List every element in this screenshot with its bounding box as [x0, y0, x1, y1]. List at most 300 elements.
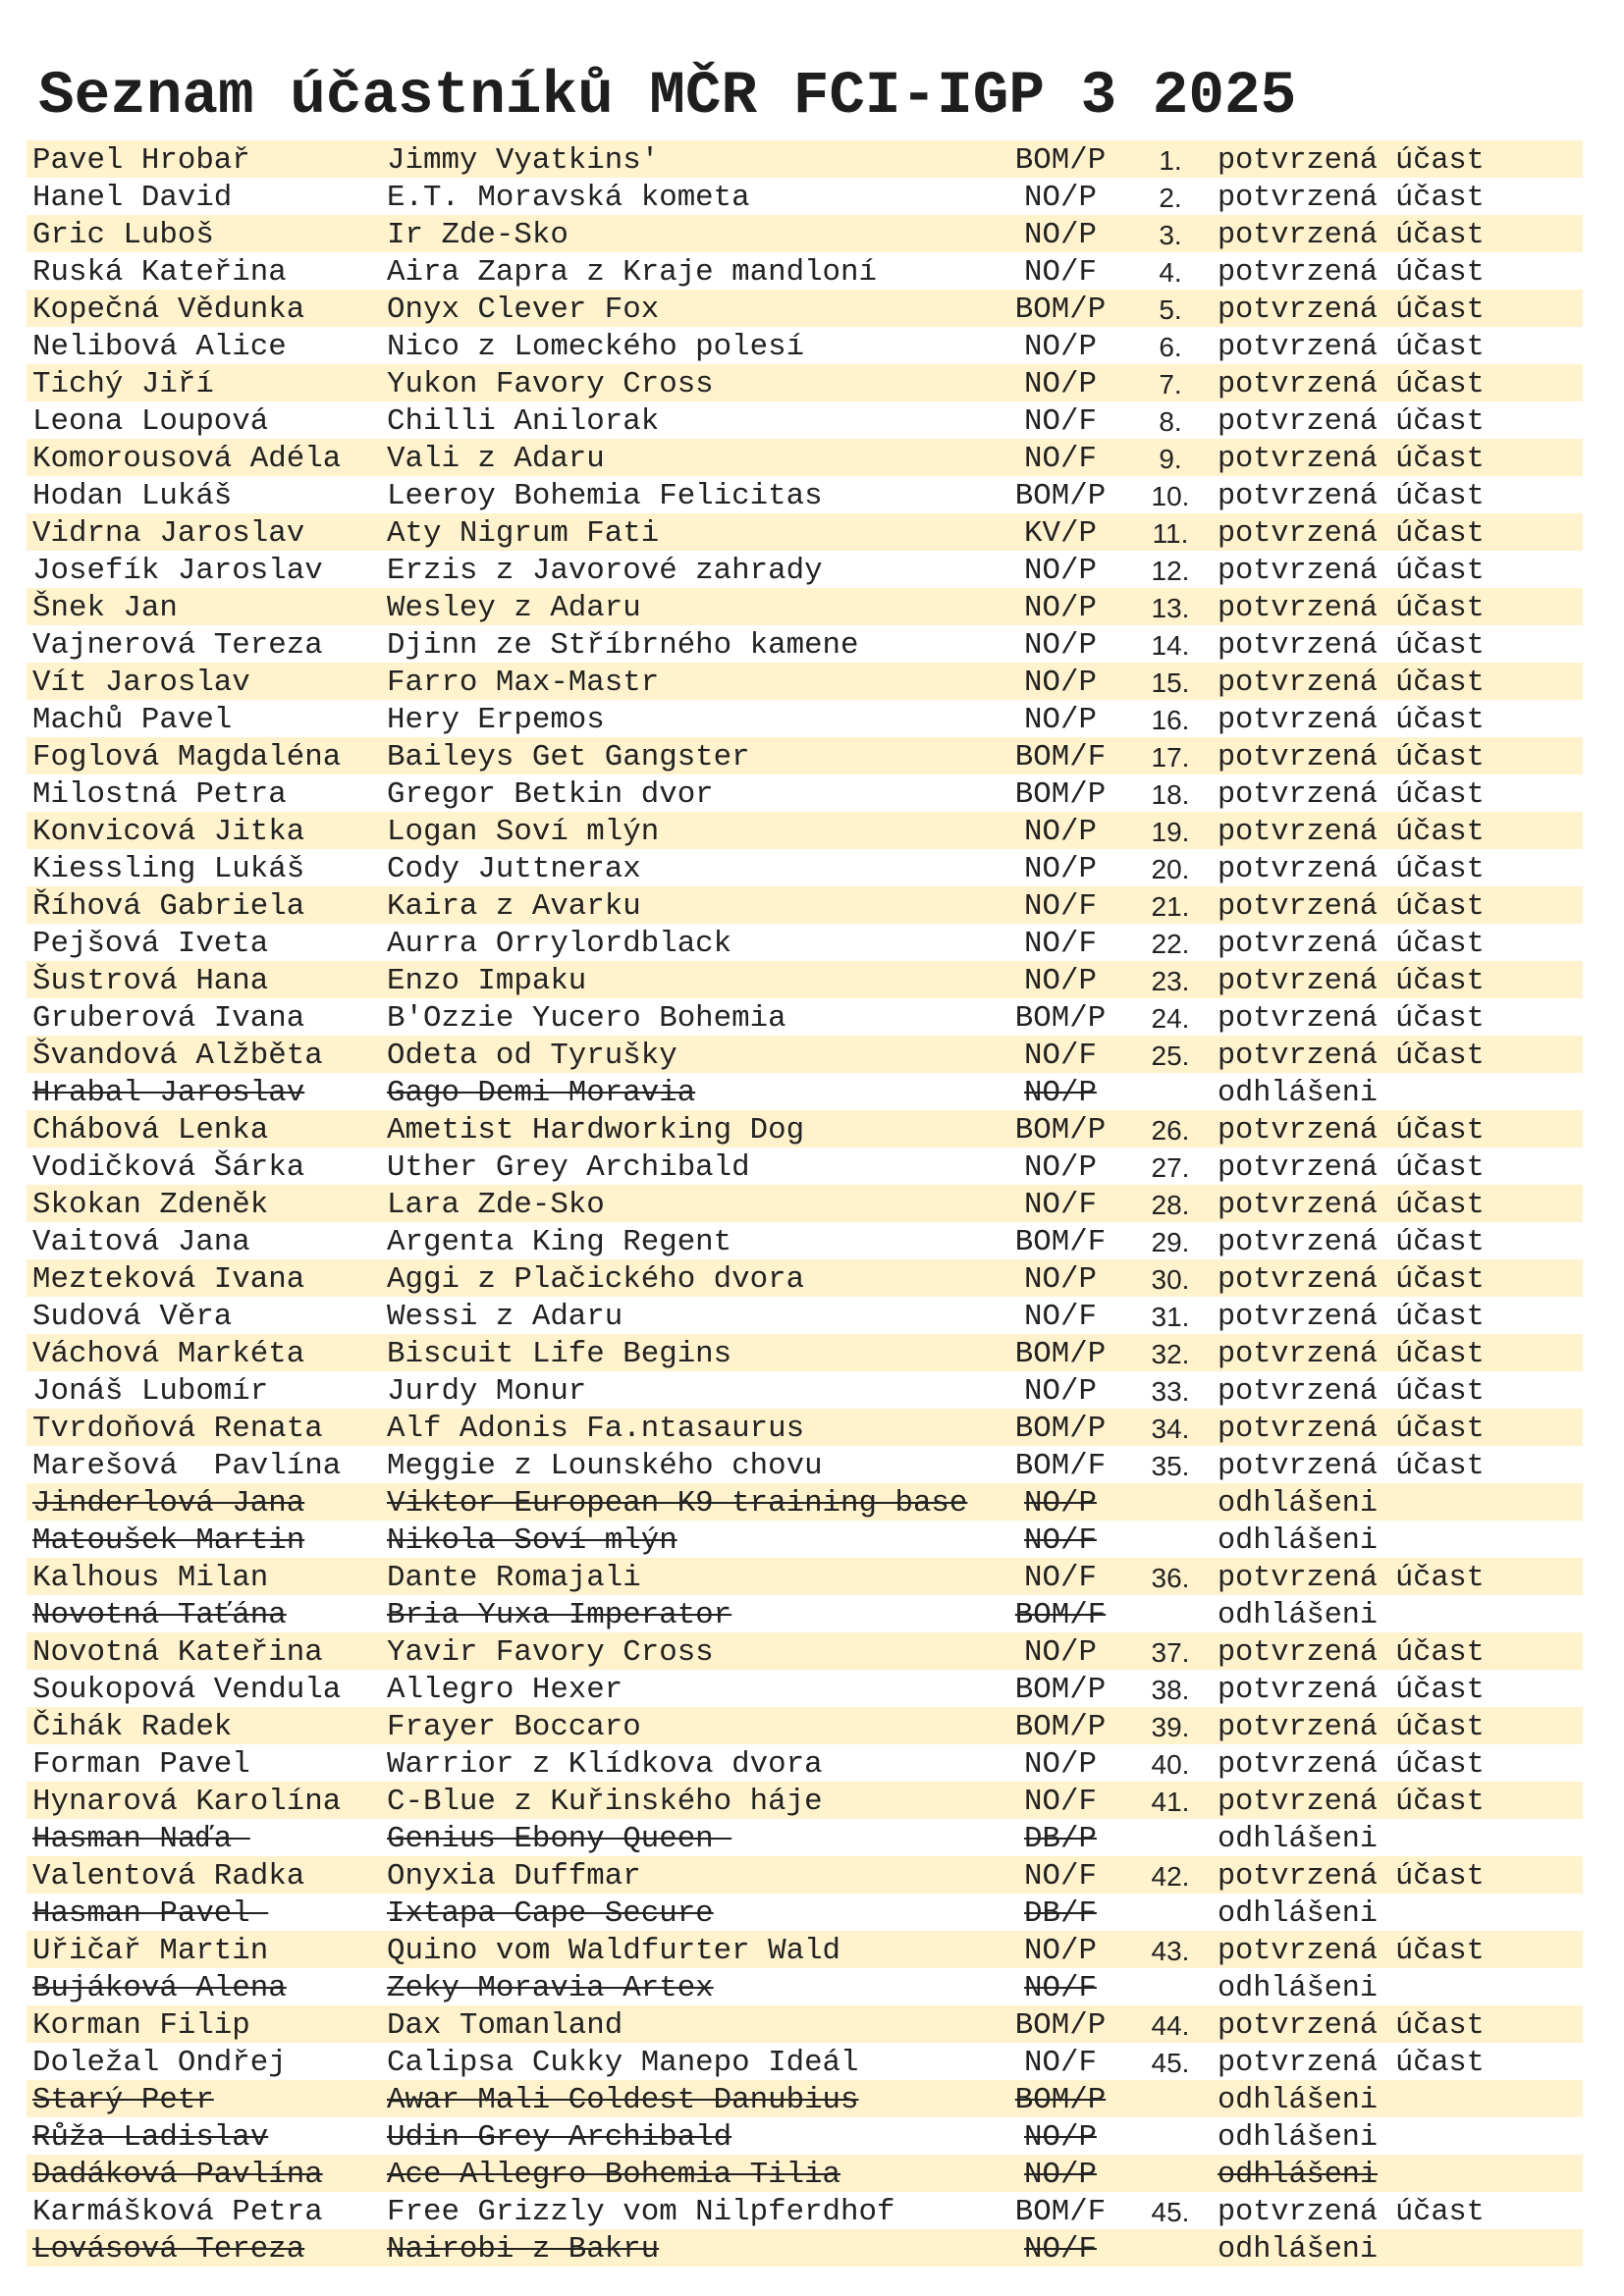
handler-name: Chábová Lenka — [32, 1113, 269, 1148]
class-code: BOM/F — [1014, 2195, 1107, 2229]
table-row — [27, 1856, 1583, 1894]
class-code: DB/P — [1024, 1822, 1097, 1856]
class-code: BOM/P — [1014, 1113, 1107, 1148]
status-text: potvrzená účast — [1218, 1002, 1485, 1036]
status-text: odhlášeni — [1218, 2159, 1379, 2192]
handler-name: Skokan Zdeněk — [32, 1188, 269, 1222]
table-row-withdrawn — [27, 2229, 1583, 2267]
dog-name: Gregor Betkin dvor — [387, 777, 714, 812]
dog-name: Warrior z Klídkova dvora — [387, 1747, 823, 1782]
status-text: potvrzená účast — [1218, 1674, 1485, 1707]
handler-name: Novotná Taťána — [32, 1598, 287, 1632]
start-number: 10. — [1151, 481, 1190, 511]
handler-name: Vaitová Jana — [32, 1225, 250, 1259]
dog-name: Wessi z Adaru — [387, 1300, 623, 1334]
class-code: NO/P — [1024, 1635, 1097, 1670]
start-number: 34. — [1151, 1414, 1190, 1444]
dog-name: Aggi z Plačického dvora — [387, 1262, 805, 1297]
table-row — [27, 700, 1583, 737]
dog-name: Vali z Adaru — [387, 442, 605, 476]
handler-name: Váchová Markéta — [32, 1337, 305, 1371]
start-number: 45. — [1151, 2048, 1190, 2078]
dog-name: Free Grizzly vom Nilpferdhof — [387, 2195, 895, 2229]
handler-name: Hasman Naďa — [32, 1822, 250, 1856]
handler-name: Tvrdoňová Renata — [32, 1412, 323, 1446]
dog-name: Yavir Favory Cross — [387, 1635, 714, 1670]
dog-name: Yukon Favory Cross — [387, 367, 714, 401]
class-code: NO/P — [1024, 1150, 1097, 1185]
status-text: potvrzená účast — [1218, 1860, 1485, 1894]
handler-name: Karmášková Petra — [32, 2195, 323, 2229]
handler-name: Dadáková Pavlína — [32, 2158, 323, 2192]
handler-name: Kalhous Milan — [32, 1561, 269, 1595]
handler-name: Forman Pavel — [32, 1747, 250, 1782]
status-text: potvrzená účast — [1218, 182, 1485, 215]
start-number: 32. — [1151, 1339, 1190, 1369]
start-number: 35. — [1151, 1451, 1190, 1481]
handler-name: Novotná Kateřina — [32, 1635, 323, 1670]
handler-name: Mezteková Ivana — [32, 1262, 305, 1297]
dog-name: Chilli Anilorak — [387, 404, 660, 439]
handler-name: Pavel Hrobař — [32, 143, 250, 178]
status-text: potvrzená účast — [1218, 555, 1485, 588]
table-row — [27, 290, 1583, 327]
start-number: 12. — [1151, 556, 1190, 586]
dog-name: Calipsa Cukky Manepo Ideál — [387, 2046, 859, 2080]
class-code: NO/F — [1024, 1039, 1097, 1073]
dog-name: Ametist Hardworking Dog — [387, 1113, 805, 1148]
table-row — [27, 364, 1583, 401]
dog-name: Argenta King Regent — [387, 1225, 732, 1259]
table-row — [27, 812, 1583, 849]
handler-name: Nelibová Alice — [32, 330, 287, 364]
start-number: 4. — [1159, 257, 1182, 288]
status-text: potvrzená účast — [1218, 2009, 1485, 2043]
class-code: BOM/F — [1014, 1449, 1107, 1483]
status-text: potvrzená účast — [1218, 1711, 1485, 1744]
dog-name: Leeroy Bohemia Felicitas — [387, 479, 823, 513]
handler-name: Vajnerová Tereza — [32, 628, 323, 663]
status-text: potvrzená účast — [1218, 219, 1485, 252]
dog-name: Lara Zde-Sko — [387, 1188, 605, 1222]
class-code: NO/F — [1024, 889, 1097, 924]
class-code: BOM/P — [1014, 1710, 1107, 1744]
class-code: BOM/P — [1014, 1337, 1107, 1371]
start-number: 24. — [1151, 1003, 1190, 1034]
dog-name: Aty Nigrum Fati — [387, 516, 660, 551]
dog-name: Allegro Hexer — [387, 1673, 623, 1707]
table-row — [27, 2005, 1583, 2043]
dog-name: Logan Soví mlýn — [387, 815, 660, 849]
table-row — [27, 663, 1583, 700]
class-code: BOM/P — [1014, 1001, 1107, 1036]
class-code: NO/F — [1024, 1561, 1097, 1595]
table-row — [27, 1148, 1583, 1185]
dog-name: B'Ozzie Yucero Bohemia — [387, 1001, 786, 1036]
start-number: 45. — [1151, 2197, 1190, 2227]
table-row — [27, 2192, 1583, 2229]
participant-table — [27, 140, 1583, 2267]
page-title: Seznam účastníků MČR FCI-IGP 3 2025 — [38, 63, 1297, 131]
handler-name: Josefík Jaroslav — [32, 554, 323, 588]
status-text: potvrzená účast — [1218, 667, 1485, 700]
status-text: potvrzená účast — [1218, 816, 1485, 849]
handler-name: Sudová Věra — [32, 1300, 233, 1334]
start-number: 2. — [1159, 183, 1182, 213]
class-code: NO/F — [1024, 1785, 1097, 1819]
class-code: NO/F — [1024, 404, 1097, 439]
handler-name: Hynarová Karolína — [32, 1785, 342, 1819]
class-code: NO/F — [1024, 1859, 1097, 1894]
start-number: 29. — [1151, 1227, 1190, 1257]
table-row — [27, 1185, 1583, 1222]
class-code: NO/F — [1024, 927, 1097, 961]
class-code: NO/F — [1024, 2232, 1097, 2267]
table-row — [27, 1446, 1583, 1483]
start-number: 7. — [1159, 369, 1182, 400]
handler-name: Vít Jaroslav — [32, 666, 250, 700]
status-text: potvrzená účast — [1218, 1413, 1485, 1446]
table-row — [27, 1782, 1583, 1819]
status-text: potvrzená účast — [1218, 517, 1485, 551]
status-text: odhlášeni — [1218, 2233, 1379, 2267]
start-number: 41. — [1151, 1787, 1190, 1817]
table-row — [27, 2043, 1583, 2080]
table-row-withdrawn — [27, 2117, 1583, 2155]
table-row — [27, 327, 1583, 364]
class-code: NO/P — [1024, 2158, 1097, 2192]
start-number: 31. — [1151, 1302, 1190, 1332]
class-code: BOM/F — [1014, 740, 1107, 774]
handler-name: Hodan Lukáš — [32, 479, 233, 513]
status-text: odhlášeni — [1218, 1524, 1379, 1558]
table-row — [27, 924, 1583, 961]
handler-name: Hanel David — [32, 181, 233, 215]
status-text: potvrzená účast — [1218, 778, 1485, 812]
handler-name: Milostná Petra — [32, 777, 287, 812]
status-text: potvrzená účast — [1218, 443, 1485, 476]
start-number: 25. — [1151, 1041, 1190, 1071]
status-text: potvrzená účast — [1218, 256, 1485, 290]
class-code: BOM/P — [1014, 777, 1107, 812]
dog-name: C-Blue z Kuřinského háje — [387, 1785, 823, 1819]
dog-name: Viktor European K9 training base — [387, 1486, 968, 1521]
class-code: NO/F — [1024, 442, 1097, 476]
status-text: odhlášeni — [1218, 1487, 1379, 1521]
dog-name: Aira Zapra z Kraje mandloní — [387, 255, 877, 290]
table-row — [27, 998, 1583, 1036]
dog-name: Farro Max-Mastr — [387, 666, 660, 700]
handler-name: Kopečná Vědunka — [32, 293, 305, 327]
start-number: 37. — [1151, 1637, 1190, 1668]
dog-name: Uther Grey Archibald — [387, 1150, 750, 1185]
status-text: potvrzená účast — [1218, 294, 1485, 327]
handler-name: Bujáková Alena — [32, 1971, 287, 2005]
table-row — [27, 961, 1583, 998]
class-code: BOM/P — [1014, 479, 1107, 513]
handler-name: Hrabal Jaroslav — [32, 1076, 305, 1110]
class-code: NO/P — [1024, 1934, 1097, 1968]
handler-name: Tichý Jiří — [32, 367, 214, 401]
start-number: 23. — [1151, 966, 1190, 996]
start-number: 36. — [1151, 1563, 1190, 1593]
handler-name: Čihák Radek — [32, 1710, 233, 1744]
dog-name: Enzo Impaku — [387, 964, 587, 998]
dog-name: Nairobi z Bakru — [387, 2232, 660, 2267]
class-code: BOM/F — [1014, 1225, 1107, 1259]
class-code: NO/P — [1024, 1374, 1097, 1409]
status-text: potvrzená účast — [1218, 1040, 1485, 1073]
table-row-withdrawn — [27, 2080, 1583, 2117]
dog-name: Kaira z Avarku — [387, 889, 641, 924]
handler-name: Foglová Magdaléna — [32, 740, 342, 774]
class-code: NO/P — [1024, 591, 1097, 625]
class-code: NO/F — [1024, 1300, 1097, 1334]
handler-name: Šnek Jan — [32, 591, 178, 625]
dog-name: Wesley z Adaru — [387, 591, 641, 625]
class-code: BOM/F — [1014, 1598, 1107, 1632]
status-text: potvrzená účast — [1218, 1748, 1485, 1782]
status-text: potvrzená účast — [1218, 1114, 1485, 1148]
start-number: 16. — [1151, 705, 1190, 735]
start-number: 20. — [1151, 854, 1190, 884]
class-code: NO/P — [1024, 2120, 1097, 2155]
start-number: 5. — [1159, 294, 1182, 325]
handler-name: Vidrna Jaroslav — [32, 516, 305, 551]
class-code: BOM/P — [1014, 2008, 1107, 2043]
status-text: potvrzená účast — [1218, 480, 1485, 513]
dog-name: Nico z Lomeckého polesí — [387, 330, 805, 364]
table-row — [27, 178, 1583, 215]
table-row — [27, 1632, 1583, 1670]
table-row — [27, 1371, 1583, 1409]
table-row — [27, 1409, 1583, 1446]
table-row-withdrawn — [27, 1073, 1583, 1110]
class-code: BOM/P — [1014, 2083, 1107, 2117]
dog-name: Jurdy Monur — [387, 1374, 587, 1409]
table-row — [27, 737, 1583, 774]
table-row-withdrawn — [27, 1819, 1583, 1856]
handler-name: Ruská Kateřina — [32, 255, 287, 290]
status-text: potvrzená účast — [1218, 928, 1485, 961]
start-number: 15. — [1151, 667, 1190, 698]
table-row — [27, 1036, 1583, 1073]
dog-name: Frayer Boccaro — [387, 1710, 641, 1744]
table-row — [27, 1707, 1583, 1744]
status-text: potvrzená účast — [1218, 1562, 1485, 1595]
class-code: NO/P — [1024, 964, 1097, 998]
table-row — [27, 476, 1583, 513]
status-text: odhlášeni — [1218, 1972, 1379, 2005]
handler-name: Růža Ladislav — [32, 2120, 269, 2155]
class-code: NO/P — [1024, 367, 1097, 401]
handler-name: Švandová Alžběta — [32, 1039, 323, 1073]
table-row-withdrawn — [27, 1894, 1583, 1931]
status-text: potvrzená účast — [1218, 1450, 1485, 1483]
start-number: 27. — [1151, 1152, 1190, 1183]
class-code: NO/P — [1024, 628, 1097, 663]
status-text: odhlášeni — [1218, 2084, 1379, 2117]
class-code: NO/P — [1024, 815, 1097, 849]
table-row — [27, 886, 1583, 924]
dog-name: Hery Erpemos — [387, 703, 605, 737]
class-code: NO/P — [1024, 554, 1097, 588]
table-row — [27, 439, 1583, 476]
class-code: KV/P — [1024, 516, 1097, 551]
status-text: potvrzená účast — [1218, 1189, 1485, 1222]
dog-name: Dante Romajali — [387, 1561, 641, 1595]
dog-name: Onyxia Duffmar — [387, 1859, 641, 1894]
status-text: potvrzená účast — [1218, 1263, 1485, 1297]
class-code: NO/P — [1024, 330, 1097, 364]
handler-name: Matoušek Martin — [32, 1523, 305, 1558]
start-number: 26. — [1151, 1115, 1190, 1146]
dog-name: Awar Mali Coldest Danubius — [387, 2083, 859, 2117]
table-row-withdrawn — [27, 1483, 1583, 1521]
status-text: potvrzená účast — [1218, 853, 1485, 886]
class-code: NO/P — [1024, 852, 1097, 886]
status-text: potvrzená účast — [1218, 1636, 1485, 1670]
table-row — [27, 252, 1583, 290]
class-code: NO/P — [1024, 1262, 1097, 1297]
status-text: potvrzená účast — [1218, 2047, 1485, 2080]
dog-name: Udin Grey Archibald — [387, 2120, 732, 2155]
start-number: 39. — [1151, 1712, 1190, 1742]
handler-name: Korman Filip — [32, 2008, 250, 2043]
status-text: potvrzená účast — [1218, 629, 1485, 663]
status-text: potvrzená účast — [1218, 2196, 1485, 2229]
handler-name: Marešová Pavlína — [32, 1449, 342, 1483]
status-text: potvrzená účast — [1218, 144, 1485, 178]
start-number: 9. — [1159, 444, 1182, 474]
class-code: NO/F — [1024, 1188, 1097, 1222]
dog-name: Aurra Orrylordblack — [387, 927, 732, 961]
start-number: 22. — [1151, 929, 1190, 959]
start-number: 28. — [1151, 1190, 1190, 1220]
handler-name: Říhová Gabriela — [32, 889, 305, 924]
handler-name: Starý Petr — [32, 2083, 214, 2117]
table-row — [27, 1931, 1583, 1968]
table-row — [27, 513, 1583, 551]
handler-name: Uřičař Martin — [32, 1934, 269, 1968]
table-row — [27, 140, 1583, 178]
start-number: 6. — [1159, 332, 1182, 362]
dog-name: Erzis z Javorové zahrady — [387, 554, 823, 588]
handler-name: Kiessling Lukáš — [32, 852, 305, 886]
start-number: 8. — [1159, 406, 1182, 437]
dog-name: Quino vom Waldfurter Wald — [387, 1934, 841, 1968]
status-text: potvrzená účast — [1218, 405, 1485, 439]
class-code: NO/P — [1024, 703, 1097, 737]
dog-name: Alf Adonis Fa.ntasaurus — [387, 1412, 805, 1446]
handler-name: Hasman Pavel — [32, 1896, 269, 1931]
handler-name: Pejšová Iveta — [32, 927, 269, 961]
status-text: potvrzená účast — [1218, 704, 1485, 737]
dog-name: Jimmy Vyatkins' — [387, 143, 660, 178]
class-code: BOM/P — [1014, 293, 1107, 327]
handler-name: Šustrová Hana — [32, 964, 269, 998]
class-code: BOM/P — [1014, 143, 1107, 178]
class-code: NO/P — [1024, 1076, 1097, 1110]
status-text: potvrzená účast — [1218, 1375, 1485, 1409]
status-text: potvrzená účast — [1218, 331, 1485, 364]
handler-name: Gric Luboš — [32, 218, 214, 252]
start-number: 18. — [1151, 779, 1190, 810]
status-text: odhlášeni — [1218, 1077, 1379, 1110]
handler-name: Jonáš Lubomír — [32, 1374, 269, 1409]
handler-name: Lovásová Tereza — [32, 2232, 305, 2267]
start-number: 11. — [1152, 518, 1189, 549]
table-row — [27, 1222, 1583, 1259]
start-number: 19. — [1151, 817, 1190, 847]
class-code: NO/F — [1024, 2046, 1097, 2080]
status-text: potvrzená účast — [1218, 1786, 1485, 1819]
dog-name: Nikola Soví mlýn — [387, 1523, 677, 1558]
status-text: potvrzená účast — [1218, 1301, 1485, 1334]
start-number: 40. — [1151, 1749, 1190, 1780]
start-number: 38. — [1151, 1675, 1190, 1705]
table-row-withdrawn — [27, 1521, 1583, 1558]
status-text: odhlášeni — [1218, 2121, 1379, 2155]
start-number: 44. — [1151, 2010, 1190, 2041]
start-number: 17. — [1151, 742, 1190, 773]
table-row — [27, 774, 1583, 812]
start-number: 30. — [1151, 1264, 1190, 1295]
status-text: potvrzená účast — [1218, 741, 1485, 774]
handler-name: Soukopová Vendula — [32, 1673, 342, 1707]
handler-name: Leona Loupová — [32, 404, 269, 439]
status-text: potvrzená účast — [1218, 1935, 1485, 1968]
start-number: 14. — [1151, 630, 1190, 661]
table-row-withdrawn — [27, 1595, 1583, 1632]
table-row — [27, 1744, 1583, 1782]
class-code: NO/F — [1024, 1523, 1097, 1558]
class-code: NO/P — [1024, 666, 1097, 700]
table-row — [27, 401, 1583, 439]
dog-name: Onyx Clever Fox — [387, 293, 660, 327]
status-text: odhlášeni — [1218, 1823, 1379, 1856]
status-text: potvrzená účast — [1218, 1151, 1485, 1185]
dog-name: Gago Demi Moravia — [387, 1076, 696, 1110]
table-row — [27, 588, 1583, 625]
table-row — [27, 215, 1583, 252]
dog-name: Odeta od Tyrušky — [387, 1039, 677, 1073]
table-row-withdrawn — [27, 2155, 1583, 2192]
handler-name: Gruberová Ivana — [32, 1001, 305, 1036]
table-row — [27, 551, 1583, 588]
class-code: BOM/P — [1014, 1673, 1107, 1707]
start-number: 21. — [1151, 891, 1190, 922]
dog-name: Dax Tomanland — [387, 2008, 623, 2043]
dog-name: Bria Yuxa Imperator — [387, 1598, 732, 1632]
class-code: NO/P — [1024, 181, 1097, 215]
table-row — [27, 1297, 1583, 1334]
class-code: NO/P — [1024, 1747, 1097, 1782]
table-row — [27, 1259, 1583, 1297]
handler-name: Komorousová Adéla — [32, 442, 342, 476]
class-code: NO/F — [1024, 1971, 1097, 2005]
handler-name: Doležal Ondřej — [32, 2046, 287, 2080]
table-row — [27, 1334, 1583, 1371]
class-code: NO/P — [1024, 218, 1097, 252]
handler-name: Machů Pavel — [32, 703, 233, 737]
status-text: potvrzená účast — [1218, 1338, 1485, 1371]
dog-name: Biscuit Life Begins — [387, 1337, 732, 1371]
status-text: potvrzená účast — [1218, 368, 1485, 401]
handler-name: Valentová Radka — [32, 1859, 305, 1894]
table-row — [27, 1558, 1583, 1595]
class-code: NO/P — [1024, 1486, 1097, 1521]
